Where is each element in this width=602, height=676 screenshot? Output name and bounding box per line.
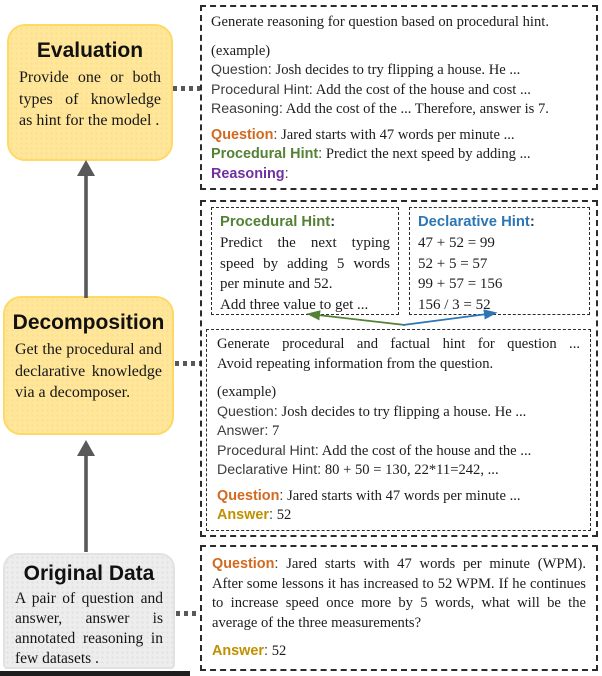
question-label: Question — [217, 403, 274, 420]
question-text: Josh decides to try flipping a house. He ... — [275, 62, 521, 78]
question-text: Jared starts with 47 words per minute ... — [281, 126, 515, 143]
dotted-connector-decomposition — [175, 361, 200, 366]
original-data-panel — [200, 545, 598, 671]
stage-evaluation-title: Evaluation — [36, 39, 144, 62]
arrow-to-procedural-hint — [309, 314, 405, 325]
declarative-hint-box — [409, 207, 590, 315]
stage-original-data-desc: A pair of question and answer, answer is annotated reasoning in few datasets . — [15, 590, 163, 667]
query-reasoning-line: Reasoning: — [211, 165, 289, 182]
answer-value: 52 — [271, 643, 287, 659]
declarative-hint-title: Declarative Hint — [418, 214, 530, 230]
up-arrow-original-to-decomposition — [76, 440, 96, 554]
stage-decomposition — [3, 296, 174, 435]
answer-label: Answer — [217, 507, 269, 523]
stage-decomposition-title: Decomposition — [12, 311, 165, 334]
example-header: (example) — [217, 384, 277, 400]
declarative-hint-text: 80 + 50 = 130, 22*11=242, ... — [324, 462, 499, 478]
procedural-hint-text: Predict the next speed by adding ... — [325, 146, 531, 162]
example-question-line: Question: Josh decides to try flipping a house. He ... — [217, 403, 527, 420]
answer-label: Answer — [217, 423, 265, 439]
procedural-hint-title-line: Procedural Hint: — [220, 214, 336, 230]
original-question-paragraph: Question: Jared starts with 47 words per minute (WPM). After some lessons it has increased to 52 WPM. If he continues to increase speed once more by 5 words, what will be the average of the three measurements? — [212, 556, 586, 631]
question-label: Question — [217, 487, 280, 504]
query-answer-line: Answer: 52 — [217, 507, 292, 523]
equation-line: 47 + 52 = 99 — [418, 235, 495, 251]
answer-label: Answer — [212, 643, 264, 659]
arrow-to-declarative-hint — [403, 313, 495, 325]
prompt-instruction-line1: Generate procedural and factual hint for question ... — [217, 336, 580, 352]
example-question-line: Question: Josh decides to try flipping a house. He ... — [211, 62, 521, 78]
stage-evaluation — [7, 24, 173, 161]
procedural-hint-title: Procedural Hint — [220, 214, 331, 230]
stage-evaluation-desc: Provide one or both types of knowledge as hint for the model . — [19, 69, 161, 129]
answer-text: 52 — [276, 507, 292, 523]
stage-original-data — [3, 553, 175, 669]
example-procedural-line: Procedural Hint: Add the cost of the house and cost ... — [211, 81, 531, 98]
question-label: Question — [211, 62, 268, 78]
procedural-hint-body: Predict the next typing speed by adding 5 words per minute and 52. — [220, 235, 390, 292]
prompt-instruction: Generate reasoning for question based on procedural hint. — [211, 14, 549, 30]
question-text: Jared starts with 47 words per minute (WPM). After some lessons it has increased to 52 WPM. If he continues to increase speed once more by 5 words, what will be the average of the three measurements? — [212, 556, 586, 631]
procedural-hint-label: Procedural Hint — [211, 146, 319, 162]
question-label: Question — [212, 556, 275, 572]
up-arrow-decomposition-to-evaluation — [76, 160, 96, 300]
example-declarative-line: Declarative Hint: 80 + 50 = 130, 22*11=242, ... — [217, 462, 499, 478]
stage-decomposition-desc: Get the procedural and declarative knowledge via a decomposer. — [15, 341, 162, 401]
procedural-hint-text: Add the cost of the house and cost ... — [315, 81, 531, 98]
query-question-line: Question: Jared starts with 47 words per minute ... — [217, 487, 521, 504]
example-procedural-line: Procedural Hint: Add the cost of the house and the ... — [217, 442, 532, 459]
dotted-connector-original-data — [176, 611, 200, 616]
procedural-hint-label: Procedural Hint — [217, 442, 315, 459]
query-procedural-line: Procedural Hint: Predict the next speed by adding ... — [211, 146, 531, 162]
declarative-hint-title-line: Declarative Hint: — [418, 214, 535, 230]
original-answer-line: Answer: 52 — [212, 643, 287, 659]
reasoning-label: Reasoning — [211, 165, 285, 182]
example-reasoning-line: Reasoning: Add the cost of the ... Therefore, answer is 7. — [211, 101, 549, 117]
question-text: Josh decides to try flipping a house. He ... — [281, 403, 527, 420]
dotted-connector-evaluation — [173, 86, 200, 91]
stage-original-data-title: Original Data — [23, 562, 155, 585]
question-label: Question — [211, 126, 274, 143]
cropped-edge-bar — [0, 671, 190, 676]
equation-line: 52 + 5 = 57 — [418, 255, 488, 272]
decomposition-prompt-box — [206, 329, 591, 531]
question-text: Jared starts with 47 words per minute ... — [287, 487, 521, 504]
equation-line: 99 + 57 = 156 — [418, 276, 503, 292]
hint-split-arrows — [293, 305, 513, 329]
procedural-hint-text: Add the cost of the house and the ... — [321, 442, 532, 459]
example-answer-line: Answer: 7 — [217, 423, 280, 439]
evaluation-prompt-panel — [200, 5, 598, 190]
reasoning-label: Reasoning — [211, 101, 279, 117]
reasoning-text: Add the cost of the ... Therefore, answer is 7. — [285, 101, 549, 117]
query-question-line: Question: Jared starts with 47 words per minute ... — [211, 126, 515, 143]
procedural-hint-label: Procedural Hint — [211, 81, 309, 98]
procedural-hint-body2: Add three value to get ... — [220, 296, 369, 313]
equation-line: 156 / 3 = 52 — [418, 296, 491, 313]
declarative-hint-label: Declarative Hint — [217, 462, 318, 478]
procedural-hint-box — [211, 207, 399, 315]
answer-text: 7 — [272, 423, 280, 439]
example-header: (example) — [211, 42, 271, 59]
prompt-instruction-line2: Avoid repeating information from the question. — [217, 355, 494, 372]
